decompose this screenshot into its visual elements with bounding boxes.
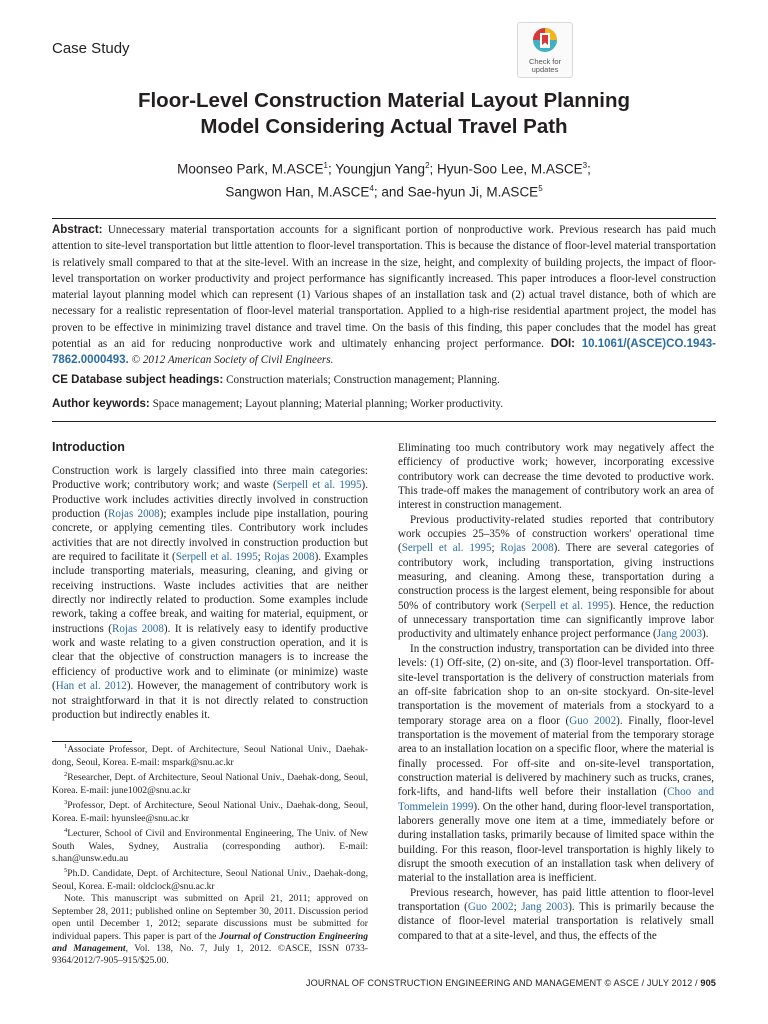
text-run: ; xyxy=(513,901,522,913)
author-1-affiliation: 1 xyxy=(323,161,328,170)
intro-paragraph-1 xyxy=(52,464,368,722)
author-4-affiliation: 4 xyxy=(369,183,374,193)
text-run: ). Hence, the reduction of unnecessary transportation time can significantly improve labor productivity and ultimately enhance project performance ( xyxy=(398,599,714,641)
text-run: In the construction industry, transportation can be divided into three levels: (1) Off-site, (2) on-site, and (3) floor-level transportation. Off-site-level transportation is the delivery of construction materials from an off-site fabrication shop to an on-site stockyard. On-site-level transportation is the movement of materials from a stockyard to a temporary storage area on a floor ( xyxy=(398,642,714,727)
ce-headings-label: CE Database subject headings: xyxy=(52,374,224,386)
text-run: ); examples include pipe installation, pouring concrete, or applying cementing tiles. Contributory work includes activities that are not directly involved in construction production but are required to facilitate it ( xyxy=(52,508,368,564)
footer-journal-line: JOURNAL OF CONSTRUCTION ENGINEERING AND MANAGEMENT © ASCE / JULY 2012 / xyxy=(305,978,701,988)
author-3: Hyun-Soo Lee, M.ASCE xyxy=(437,161,583,177)
note-text: Note. This manuscript was submitted on April 21, 2011; approved on September 28, 2011; published online on September 30, 2011. Discussion period open until December 1, 2012; separate discussions must be submitted for individual papers. This paper is part of the xyxy=(52,893,368,942)
author-separator: ; xyxy=(327,161,336,177)
text-run: ). Productive work includes activities directly involved in construction production ( xyxy=(52,479,369,521)
citation-link[interactable]: Choo and Tommelein 1999 xyxy=(398,786,714,813)
footnote-1 xyxy=(52,741,368,769)
crossmark-label-line2: updates xyxy=(531,65,559,74)
ce-subject-headings xyxy=(52,374,716,386)
footnote-marker: 5 xyxy=(64,867,68,875)
author-2: Youngjun Yang xyxy=(335,161,426,177)
right-paragraph-2 xyxy=(398,513,714,642)
citation-link[interactable]: Guo 2002 xyxy=(569,714,617,727)
text-run: Construction work is largely classified into three main categories: Productive work; contributory work; and waste ( xyxy=(52,465,368,492)
abstract-top-rule xyxy=(52,218,716,219)
text-run: ). xyxy=(702,628,709,641)
right-paragraph-1: Eliminating too much contributory work may negatively affect the efficiency of productive work; however, incorporating excessive contributory work can decrease the time devoted to productive work. This trade-off makes the management of contributory work an area of interest in construction management. xyxy=(398,442,714,512)
text-run: ). This is primarily because the distance of floor-level material transportation is relatively small compared to that at a site-level, and thus, the effects of the xyxy=(398,901,714,942)
title-line-2: Model Considering Actual Travel Path xyxy=(200,115,568,138)
citation-link[interactable]: Serpell et al. 1995 xyxy=(175,551,258,564)
page-footer xyxy=(200,978,716,988)
text-run: ). On the other hand, during floor-level transportation, laborers generally move one item at a time, immediately before or during installation tasks, primarily because of limited space within the building. For this reason, floor-level transportation is highly likely to disrupt the smooth execution of an installation task when delivery of material to the installation area is inefficient. xyxy=(398,800,715,885)
journal-name: Journal of Construction Engineering and Management xyxy=(52,930,368,955)
paper-title xyxy=(60,88,708,140)
text-run: ; xyxy=(491,542,501,555)
footnotes xyxy=(52,741,368,968)
introduction-heading: Introduction xyxy=(52,440,125,454)
text-run: Previous productivity-related studies reported that contributory work occupies 25–35% of construction workers' operational time ( xyxy=(398,513,714,555)
citation-link[interactable]: Han et al. 2012 xyxy=(55,680,127,693)
note-text: , Vol. 138, No. 7, July 1, 2012. ©ASCE, ISSN 0733-9364/2012/7-905–915/$25.00. xyxy=(52,943,368,967)
title-line-1: Floor-Level Construction Material Layout Planning xyxy=(137,89,631,112)
crossmark-label-line1: Check for xyxy=(528,57,562,66)
page-number: 905 xyxy=(700,978,716,988)
author-separator: ; xyxy=(587,161,591,177)
section-label: Case Study xyxy=(52,40,130,57)
abstract-label: Abstract: xyxy=(52,224,103,236)
right-paragraph-3 xyxy=(398,642,714,886)
footnote-text: Lecturer, School of Civil and Environmental Engineering, The Univ. of New South Wales, Sydney, Australia (corresponding author). E-mail: s.han@unsw.edu.au xyxy=(52,828,368,864)
citation-link[interactable]: Rojas 2008 xyxy=(500,542,554,555)
text-run: ; xyxy=(257,551,264,564)
citation-link[interactable]: Jang 2003 xyxy=(521,901,569,913)
text-run: Previous research, however, has paid little attention to floor-level transportation ( xyxy=(398,886,714,913)
text-run: ). There are several categories of contributory work, including transportation, giving instructions measuring, and cleaning. Among these, transportation during a construction process is the largest element, being responsible for about 50% of contributory work ( xyxy=(398,542,714,612)
copyright-notice: © 2012 American Society of Civil Engineers. xyxy=(131,354,334,367)
footnote-3 xyxy=(52,797,368,825)
keywords-text: Space management; Layout planning; Material planning; Worker productivity. xyxy=(152,398,504,410)
author-2-affiliation: 2 xyxy=(425,161,430,170)
citation-link[interactable]: Rojas 2008 xyxy=(108,508,160,521)
citation-link[interactable]: Guo 2002 xyxy=(467,901,514,913)
abstract-text: Unnecessary material transportation accounts for a significant portion of nonproductive work. Previous research has paid much attention to site-level transportation but little attention to floor-level transportation. This is because the distance of floor-level material transportation is relatively small compared to that at the site-level. With an increase in the size, height, and complexity of building projects, the impact of floor-level transportation on worker productivity and project performance has significantly increased. This paper introduces a floor-level construction material layout planning model which can represent (1) Various shapes of an installation task and (2) actual travel distance, both of which are necessary for a realistic representation of floor-level material transportation. Applied to a high-rise residential apartment project, the model has proven to be effective in minimizing travel distance and travel time. On the basis of this finding, this paper concludes that the model has great potential as an aid for reducing nonproductive work and ultimately enhancing project performance. xyxy=(52,224,717,351)
author-separator: ; xyxy=(429,161,438,177)
author-5: Sae-hyun Ji, M.ASCE xyxy=(407,184,539,199)
footnote-marker: 4 xyxy=(64,827,68,834)
author-separator: ; and xyxy=(373,184,408,199)
footnote-text: Researcher, Dept. of Architecture, Seoul National Univ., Daehak-dong, Seoul, Korea. E-mail: june1002@snu.ac.kr xyxy=(52,772,368,796)
doi-label: DOI: xyxy=(550,338,575,351)
citation-link[interactable]: Rojas 2008 xyxy=(263,551,315,564)
author-5-affiliation: 5 xyxy=(538,183,543,193)
text-run: ). Examples include transporting materials, measuring, cleaning, and giving or receiving instructions. Waste includes activities that are neither directly nor indirectly related to production. Some examples include rework, taking a coffee break, and waiting for material, equipment, or instructions ( xyxy=(52,551,369,635)
ce-headings-text: Construction materials; Construction management; Planning. xyxy=(226,374,500,386)
footnote-2 xyxy=(52,769,368,797)
citation-link[interactable]: Serpell et al. 1995 xyxy=(276,479,362,492)
abstract-bottom-rule xyxy=(52,421,716,422)
keywords-label: Author keywords: xyxy=(52,398,150,410)
submission-note xyxy=(52,893,368,967)
doi-link[interactable]: 10.1061/(ASCE)CO.1943-7862.0000493. xyxy=(52,338,716,367)
author-4: Sangwon Han, M.ASCE xyxy=(225,184,370,199)
text-run: ). Finally, floor-level transportation is the movement of material from the temporary storage area to an installation location on a specific floor, where the material is finally processed. For off-site and on-site-level transportation, construction material is delivered by machinery such as trucks, cranes, fork-lifts, and hand-lifts well before their installation ( xyxy=(398,714,714,799)
footnote-5 xyxy=(52,865,368,893)
citation-link[interactable]: Serpell et al. 1995 xyxy=(401,542,492,555)
citation-link[interactable]: Rojas 2008 xyxy=(111,622,164,635)
abstract xyxy=(52,222,716,369)
author-3-affiliation: 3 xyxy=(582,161,588,170)
citation-link[interactable]: Jang 2003 xyxy=(656,628,703,641)
citation-link[interactable]: Serpell et al. 1995 xyxy=(524,599,610,612)
footnote-marker: 2 xyxy=(64,771,68,778)
footnote-marker: 3 xyxy=(64,799,68,806)
author-1: Moonseo Park, M.ASCE xyxy=(177,161,324,177)
author-keywords xyxy=(52,398,716,410)
footnote-text: Associate Professor, Dept. of Architecture, Seoul National Univ., Daehak-dong, Seoul, Korea. E-mail: mspark@snu.ac.kr xyxy=(52,744,368,768)
text-run: ). It is relatively easy to identify productive work and waste relating to a given construction operation, and it is clear that the objective of construction managers is to increase the efficiency of productive work and to eliminate (or minimize) waste ( xyxy=(52,622,368,693)
footnote-4 xyxy=(52,825,368,865)
footnote-marker: 1 xyxy=(64,743,68,750)
left-column xyxy=(52,440,368,722)
footnote-text: Ph.D. Candidate, Dept. of Architecture, Seoul National Univ., Daehak-dong, Seoul, Korea. E-mail: oldclock@snu.ac.kr xyxy=(52,868,368,892)
right-paragraph-4 xyxy=(398,886,714,943)
crossmark-icon xyxy=(532,27,558,57)
author-list xyxy=(60,156,708,201)
crossmark-badge[interactable] xyxy=(517,22,573,78)
footnote-text: Professor, Dept. of Architecture, Seoul National Univ., Daehak-dong, Seoul, Korea. E-mail: hyunslee@snu.ac.kr xyxy=(52,800,368,824)
text-run: ). However, the management of contributory work is not straightforward in that it is not directly related to construction production but indirectly enables it. xyxy=(52,680,368,721)
right-column xyxy=(398,441,714,943)
